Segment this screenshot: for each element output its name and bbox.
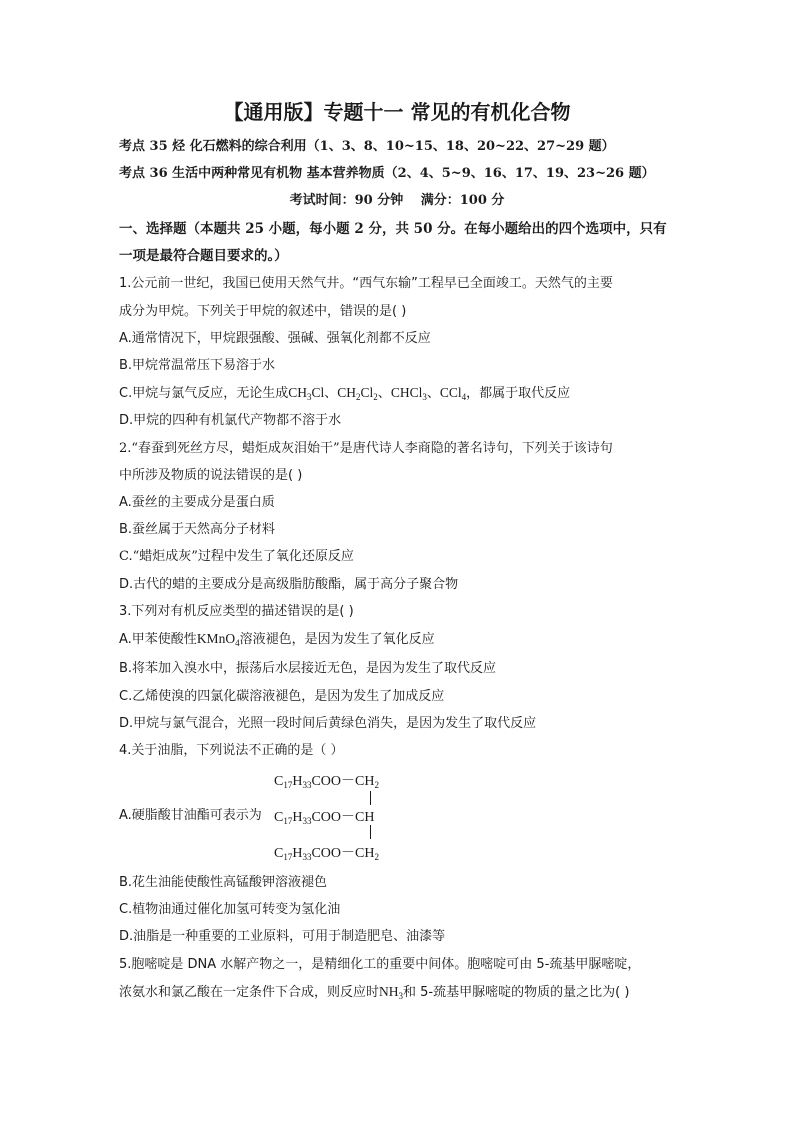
section-heading-cont: 一项是最符合题目要求的。） xyxy=(119,248,288,264)
q1-option-c-suffix: ，都属于取代反应 xyxy=(466,386,571,401)
struct-row-middle: $C_{17}H_{33}COO-CH$ xyxy=(274,810,375,826)
struct-row-bottom: $C_{17}H_{33}COO-CH_2$ xyxy=(274,846,379,862)
q1-option-a: A.通常情况下，甲烷跟强酸、强碱、强氧化剂都不反应 xyxy=(119,331,431,346)
q1-option-c-prefix: C.甲烷与氯气反应，无论生成 xyxy=(119,386,289,401)
formula-ccl4: CCl$_4$ xyxy=(439,385,467,402)
q3-stem: 3.下列对有机反应类型的描述错误的是( ) xyxy=(119,604,354,619)
q2-option-b: B.蚕丝属于天然高分子材料 xyxy=(119,522,276,537)
q3-option-a: A.甲苯使酸性KMnO$_4$溶液褪色，是因为发生了氧化反应 xyxy=(119,631,435,648)
q2-option-d: D.古代的蜡的主要成分是高级脂肪酸酯，属于高分子聚合物 xyxy=(119,577,459,592)
q4-option-c: C.植物油通过催化加氢可转变为氢化油 xyxy=(119,902,341,917)
q3-option-b: B.将苯加入溴水中，振荡后水层接近无色，是因为发生了取代反应 xyxy=(119,661,497,676)
q2-stem-cont: 中所涉及物质的说法错误的是( ) xyxy=(119,468,303,483)
q1-option-c: C.甲烷与氯气反应，无论生成$CH_3Cl$、$CH_2Cl_2$、CHCl$_3$、CCl$_4$，都属于取代反应 xyxy=(119,385,571,402)
formula-ch2cl2: $CH_2Cl_2$ xyxy=(337,385,378,402)
formula-kmno4: KMnO$_4$ xyxy=(196,631,240,648)
q1-option-b: B.甲烷常温常压下易溶于水 xyxy=(119,358,276,373)
q4-option-b: B.花生油能使酸性高锰酸钾溶液褪色 xyxy=(119,875,328,890)
q1-stem-cont: 成分为甲烷。下列关于甲烷的叙述中，错误的是( ) xyxy=(119,304,407,319)
q4-option-a: A.硬脂酸甘油酯可表示为 xyxy=(119,808,262,823)
q4-option-d: D.油脂是一种重要的工业原料，可用于制造肥皂、油漆等 xyxy=(119,929,446,944)
section-heading: 一、选择题（本题共 25 小题，每小题 2 分，共 50 分。在每小题给出的四个选项中，只有 xyxy=(119,221,667,237)
formula-nh3: $NH_3$ xyxy=(379,984,404,1001)
struct-row-top: $C_{17}H_{33}COO-CH_2$ xyxy=(274,774,379,790)
q5-stem: 5.胞嘧啶是 DNA 水解产物之一，是精细化工的重要中间体。胞嘧啶可由 5-巯基甲脲嘧啶， xyxy=(119,957,641,972)
q1-stem: 1.公元前一世纪，我国已使用天然气井。“西气东输”工程早已全面竣工。天然气的主要 xyxy=(119,276,613,291)
formula-chcl3: CHCl$_3$ xyxy=(390,385,427,402)
q3-option-c: C.乙烯使溴的四氯化碳溶液褪色，是因为发生了加成反应 xyxy=(119,689,445,704)
kaodian-35: 考点 35 烃 化石燃料的综合利用（1、3、8、10~15、18、20~22、27~29 题） xyxy=(119,139,615,154)
page-title: 【通用版】专题十一 常见的有机化合物 xyxy=(223,100,571,124)
exam-info: 考试时间：90 分钟 满分：100 分 xyxy=(289,193,505,208)
q2-option-a: A.蚕丝的主要成分是蛋白质 xyxy=(119,495,275,510)
q3-option-d: D.甲烷与氯气混合，光照一段时间后黄绿色消失，是因为发生了取代反应 xyxy=(119,716,537,731)
bond-line-top xyxy=(370,791,371,805)
q2-option-c: C.“蜡炬成灰”过程中发生了氧化还原反应 xyxy=(119,549,354,564)
q4-stem: 4.关于油脂，下列说法不正确的是（ ） xyxy=(119,743,344,758)
q1-option-d: D.甲烷的四种有机氯代产物都不溶于水 xyxy=(119,413,342,428)
q2-stem: 2.“春蚕到死丝方尽，蜡炬成灰泪始干”是唐代诗人李商隐的著名诗句，下列关于该诗句 xyxy=(119,441,613,456)
kaodian-36: 考点 36 生活中两种常见有机物 基本营养物质（2、4、5~9、16、17、19、23~26 题） xyxy=(119,166,655,181)
bond-line-bottom xyxy=(370,825,371,839)
formula-ch3cl: $CH_3Cl$ xyxy=(288,385,325,402)
q5-stem-cont: 浓氨水和氯乙酸在一定条件下合成，则反应时$NH_3$和 5-巯基甲脲嘧啶的物质的量之比为( ) xyxy=(119,984,630,1001)
